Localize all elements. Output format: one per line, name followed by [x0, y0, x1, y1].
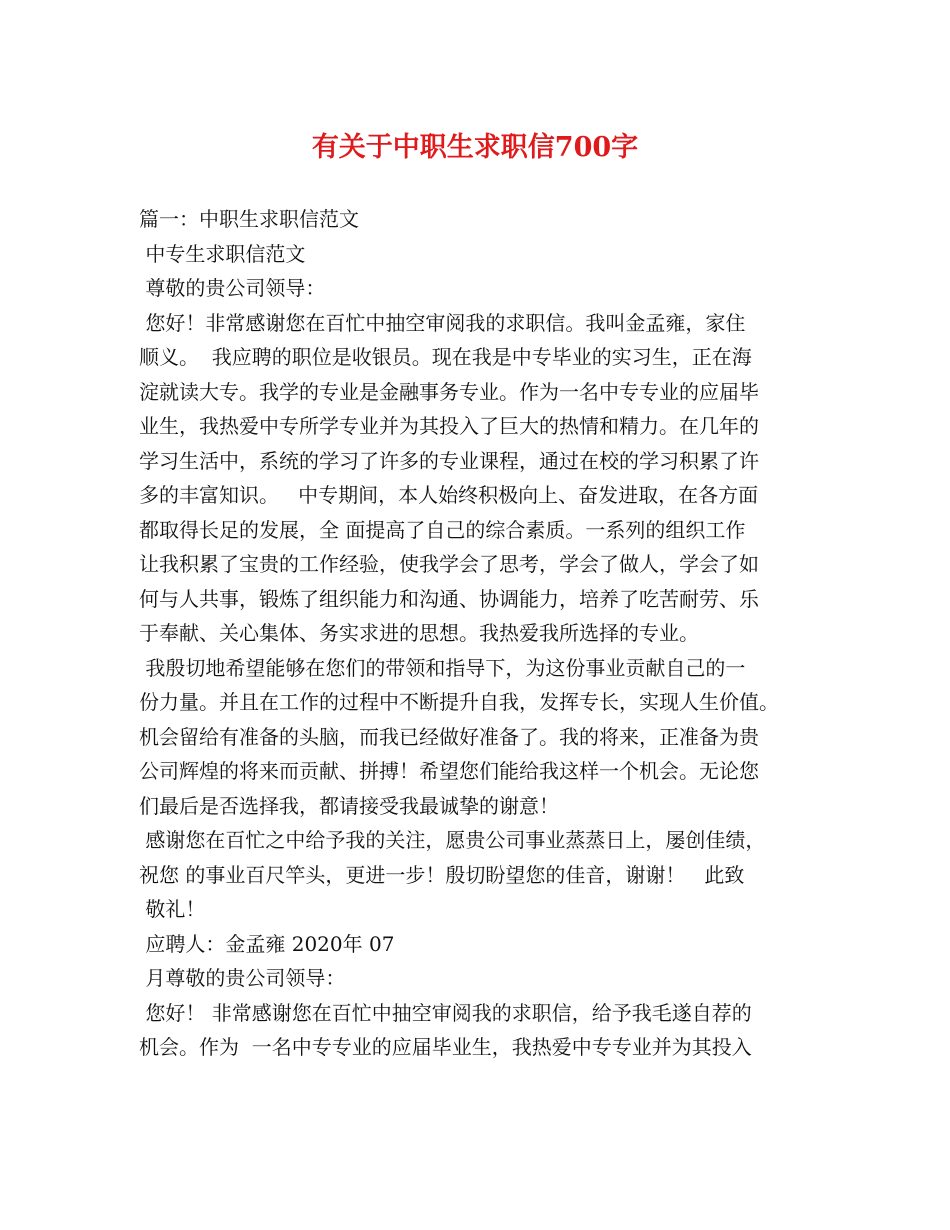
body-line: 顺义。 我应聘的职位是收银员。现在我是中专毕业的实习生，正在海 — [139, 345, 752, 369]
salutation: 尊敬的贵公司领导： — [139, 276, 326, 300]
document-body — [139, 202, 829, 1065]
section-heading: 篇一：中职生求职信范文 — [139, 207, 359, 231]
body-line: 淀就读大专。我学的专业是金融事务专业。作为一名中专专业的应届毕 — [139, 379, 759, 404]
body-line: 多的丰富知识。 中专期间，本人始终积极向上、奋发进取，在各方面 — [139, 483, 759, 507]
body-line: 都取得长足的发展，全 面提高了自己的综合素质。一系列的组织工作 — [139, 517, 746, 542]
body-line: 感谢您在百忙之中给予我的关注，愿贵公司事业蒸蒸日上，屡创佳绩， — [139, 828, 766, 852]
body-line: 祝您 的事业百尺竿头，更进一步！殷切盼望您的佳音，谢谢！ 此致 — [139, 862, 745, 887]
body-line: 们最后是否选择我，都请接受我最诚挚的谢意！ — [139, 793, 559, 818]
closing-line: 敬礼！ — [139, 897, 206, 921]
body-line: 份力量。并且在工作的过程中不断提升自我，发挥专长，实现人生价值。 — [139, 690, 779, 714]
body-line: 您好！非常感谢您在百忙中抽空审阅我的求职信。我叫金孟雍，家住 — [139, 310, 746, 335]
body-line: 机会。作为 一名中专专业的应届毕业生，我热爱中专专业并为其投入 — [139, 1035, 752, 1059]
body-line: 您好！ 非常感谢您在百忙中抽空审阅我的求职信，给予我毛遂自荐的 — [139, 1000, 752, 1025]
body-line: 于奉献、关心集体、务实求进的思想。我热爱我所选择的专业。 — [139, 621, 699, 645]
body-line: 何与人共事，锻炼了组织能力和沟通、协调能力，培养了吃苦耐劳、乐 — [139, 586, 759, 611]
body-line: 机会留给有准备的头脑，而我已经做好准备了。我的将来，正准备为贵 — [139, 724, 759, 749]
subheading: 中专生求职信范文 — [139, 241, 306, 266]
body-line: 我殷切地希望能够在您们的带领和指导下，为这份事业贡献自己的一 — [139, 655, 746, 680]
body-line: 让我积累了宝贵的工作经验，使我学会了思考，学会了做人，学会了如 — [139, 552, 759, 576]
body-line: 月尊敬的贵公司领导： — [139, 966, 346, 990]
signature-line: 应聘人：金孟雍 2020年 07 — [139, 931, 395, 956]
body-line: 公司辉煌的将来而贡献、拼搏！希望您们能给我这样一个机会。无论您 — [139, 759, 759, 783]
body-line: 学习生活中，系统的学习了许多的专业课程，通过在校的学习积累了许 — [139, 448, 759, 473]
document-title: 有关于中职生求职信700字 — [311, 132, 639, 163]
body-line: 业生，我热爱中专所学专业并为其投入了巨大的热情和精力。在几年的 — [139, 414, 759, 438]
